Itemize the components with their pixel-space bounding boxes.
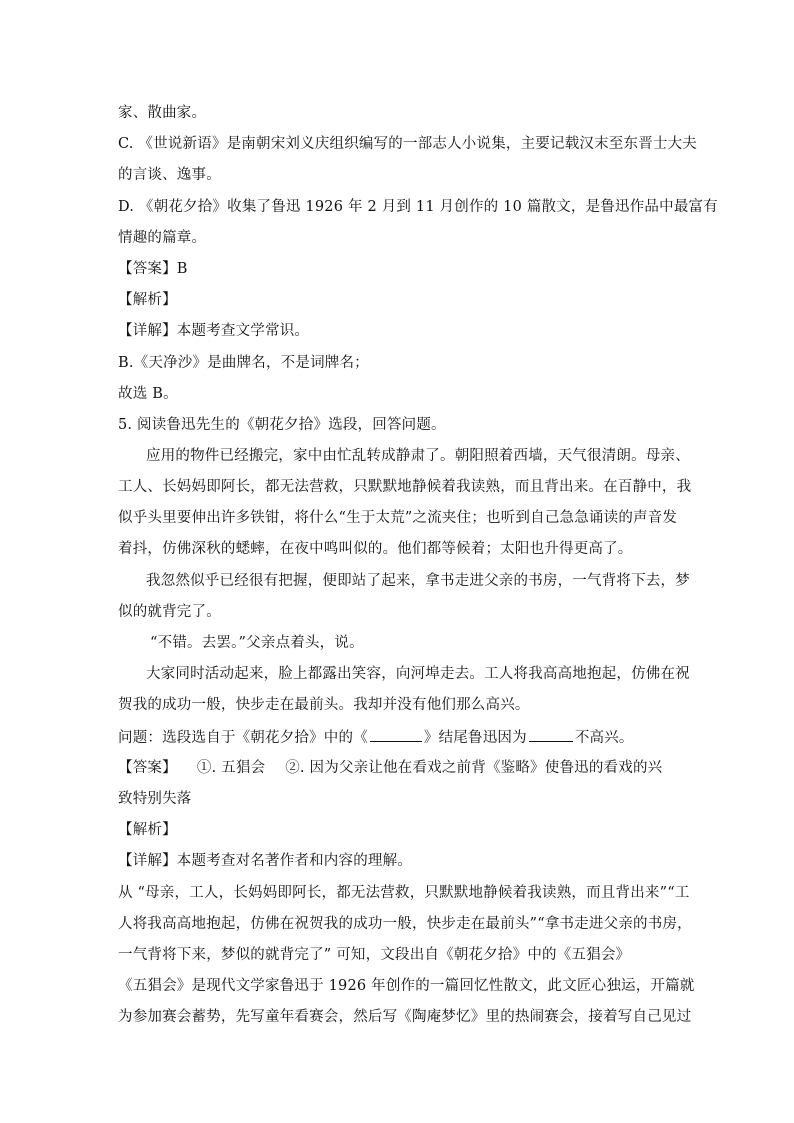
text-line: B.《天净沙》是曲牌名，不是词牌名； [118,355,369,371]
passage-line: 似的就背完了。 [118,604,221,620]
answer-part-2: ②. 因为父亲让他在看戏之前背《鉴略》使鲁迅的看戏的兴 [285,760,663,776]
analysis-line: 人将我高高地抱起，仿佛在祝贺我的成功一般，快步走在最前头”“拿书走进父亲的书房， [118,916,692,932]
question-middle: 》结尾鲁迅因为 [423,730,527,746]
option-d-line: D. 《朝花夕拾》收集了鲁迅 1926 年 2 月到 11 月创作的 10 篇散文，是鲁迅作品中最富有 [118,199,718,215]
answer-blank [529,727,573,742]
analysis-heading: 【解析】 [118,822,177,838]
text-line: 故选 B。 [118,386,178,402]
answer-label: 【答案】 [118,760,177,776]
passage-line: “不错。去罢。”父亲点着头，说。 [150,635,364,651]
analysis-heading: 【解析】 [118,292,177,308]
text-line: 的言谈、逸事。 [118,167,221,183]
text-line: 情趣的篇章。 [118,230,207,246]
analysis-line: 《五猖会》是现代文学家鲁迅于 1926 年创作的一篇回忆性散文，此文匠心独运，开篇就 [118,978,695,994]
passage-line: 大家同时活动起来，脸上都露出笑容，向河埠走去。工人将我高高地抱起，仿佛在祝 [146,666,690,682]
question-prefix: 问题：选段选自于《朝花夕拾》中的《 [118,730,368,746]
passage-line: 我忽然似乎已经很有把握，便即站了起来，拿书走进父亲的书房，一气背将下去，梦 [146,573,690,589]
analysis-line: 一气背将下来，梦似的就背完了” 可知，文段出自《朝花夕拾》中的《五猖会》 [118,947,631,963]
passage-line: 着抖，仿佛深秋的蟋蟀，在夜中鸣叫似的。他们都等候着；太阳也升得更高了。 [118,541,633,557]
option-c-line: C. 《世说新语》是南朝宋刘义庆组织编写的一部志人小说集，主要记载汉末至东晋士大夫 [118,136,697,152]
question-5-heading: 5. 阅读鲁迅先生的《朝花夕拾》选段，回答问题。 [118,417,446,433]
passage-line: 似乎头里要伸出许多铁钳，将什么“生于太荒”之流夹住；也听到自己急急诵读的声音发 [118,510,678,526]
answer-line [118,758,678,778]
passage-line: 工人、长妈妈即阿长，都无法营救，只默默地静候着我读熟，而且背出来。在百静中，我 [118,479,692,495]
answer-part-1: ①. 五猖会 [196,760,266,776]
passage-line: 贺我的成功一般，快步走在最前头。我却并没有他们那么高兴。 [118,697,530,713]
answer-continuation: 致特别失落 [118,791,192,807]
analysis-line: 从 “母亲，工人，长妈妈即阿长，都无法营救，只默默地静候着我读熟，而且背出来”“工 [118,885,690,901]
answer-line: 【答案】B [118,261,188,277]
analysis-line: 为参加赛会蓄势，先写童年看赛会，然后写《陶庵梦忆》里的热闹赛会，接着写自己见过 [118,1009,692,1025]
detail-line: 【详解】本题考查文学常识。 [118,323,310,339]
passage-line: 应用的物件已经搬完，家中由忙乱转成静肃了。朝阳照着西墙，天气很清朗。母亲、 [146,448,690,464]
question-suffix: 不高兴。 [574,730,634,746]
text-line: 家、散曲家。 [118,105,207,121]
question-line [118,727,678,748]
detail-line: 【详解】本题考查对名著作者和内容的理解。 [118,853,412,869]
answer-blank [370,727,422,742]
